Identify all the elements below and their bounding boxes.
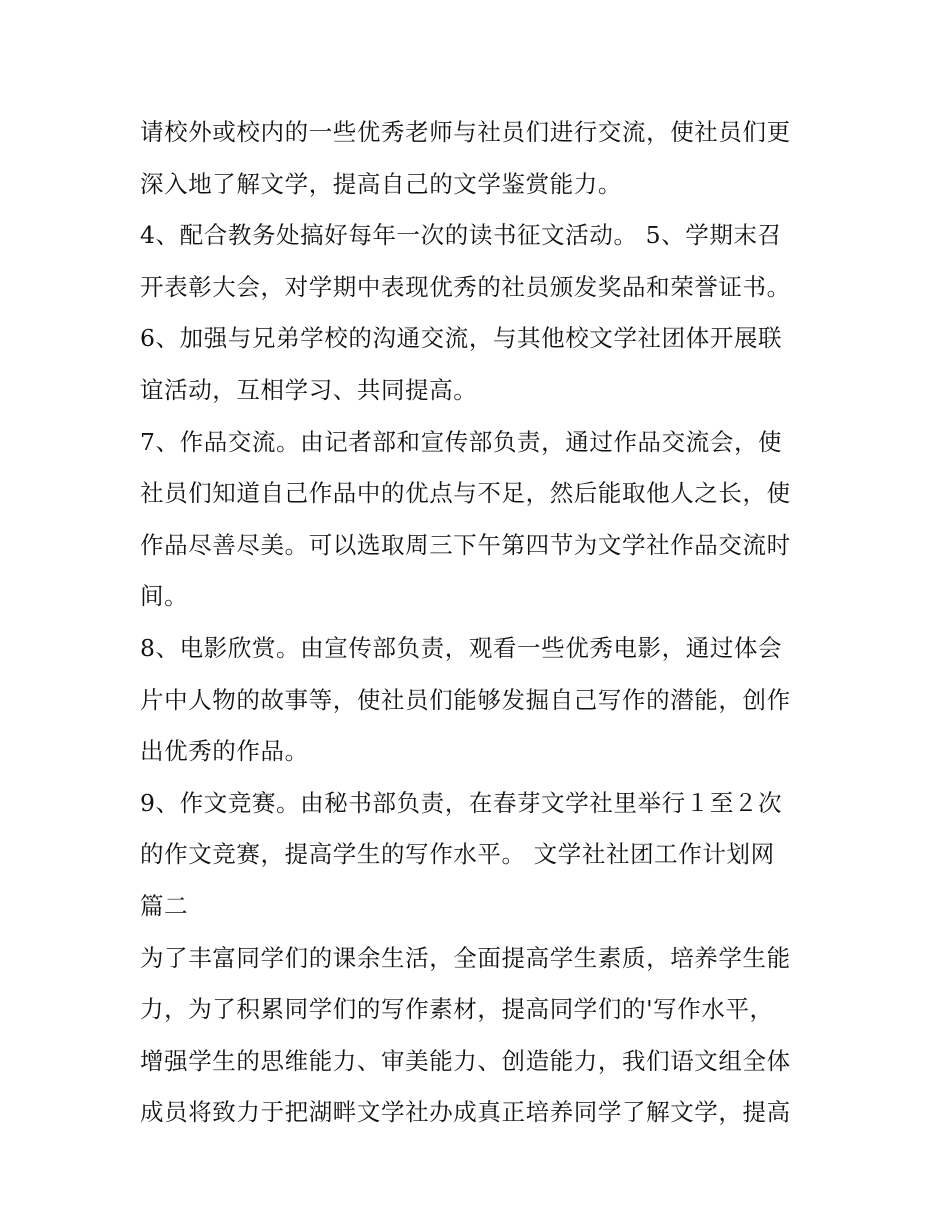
text-line: 作品尽善尽美。可以选取周三下午第四节为文学社作品交流时	[140, 530, 791, 559]
text-line: 7、作品交流。由记者部和宣传部负责，通过作品交流会，使	[140, 427, 783, 456]
text-line: 4、配合教务处搞好每年一次的读书征文活动。 5、学期末召	[140, 221, 782, 250]
section-heading: 篇二	[140, 891, 189, 920]
text-line: 谊活动，互相学习、共同提高。	[140, 375, 478, 404]
text-line: 为了丰富同学们的课余生活，全面提高学生素质，培养学生能	[140, 943, 791, 972]
text-line: 8、电影欣赏。由宣传部负责，观看一些优秀电影，通过体会	[140, 633, 783, 662]
text-line: 社员们知道自己作品中的优点与不足，然后能取他人之长，使	[140, 479, 791, 508]
document-body	[140, 107, 820, 1139]
text-line: 9、作文竞赛。由秘书部负责，在春芽文学社里举行１至２次	[140, 788, 783, 817]
text-line: 增强学生的思维能力、审美能力、创造能力，我们语文组全体	[140, 1046, 791, 1075]
text-line: 成员将致力于把湖畔文学社办成真正培养同学了解文学，提高	[140, 1098, 791, 1127]
text-line: 请校外或校内的一些优秀老师与社员们进行交流，使社员们更	[140, 118, 791, 146]
text-line: 力，为了积累同学们的写作素材，提高同学们的'写作水平，	[140, 995, 774, 1024]
text-line: 6、加强与兄弟学校的沟通交流，与其他校文学社团体开展联	[140, 324, 783, 353]
text-line: 出优秀的作品。	[140, 737, 309, 766]
text-line: 开表彰大会，对学期中表现优秀的社员颁发奖品和荣誉证书。	[140, 272, 791, 301]
text-line: 深入地了解文学，提高自己的文学鉴赏能力。	[140, 169, 622, 198]
text-line: 的作文竞赛，提高学生的写作水平。 文学社社团工作计划网	[140, 840, 775, 869]
text-line: 片中人物的故事等，使社员们能够发掘自己写作的潜能，创作	[140, 685, 791, 714]
text-line: 间。	[140, 582, 189, 611]
